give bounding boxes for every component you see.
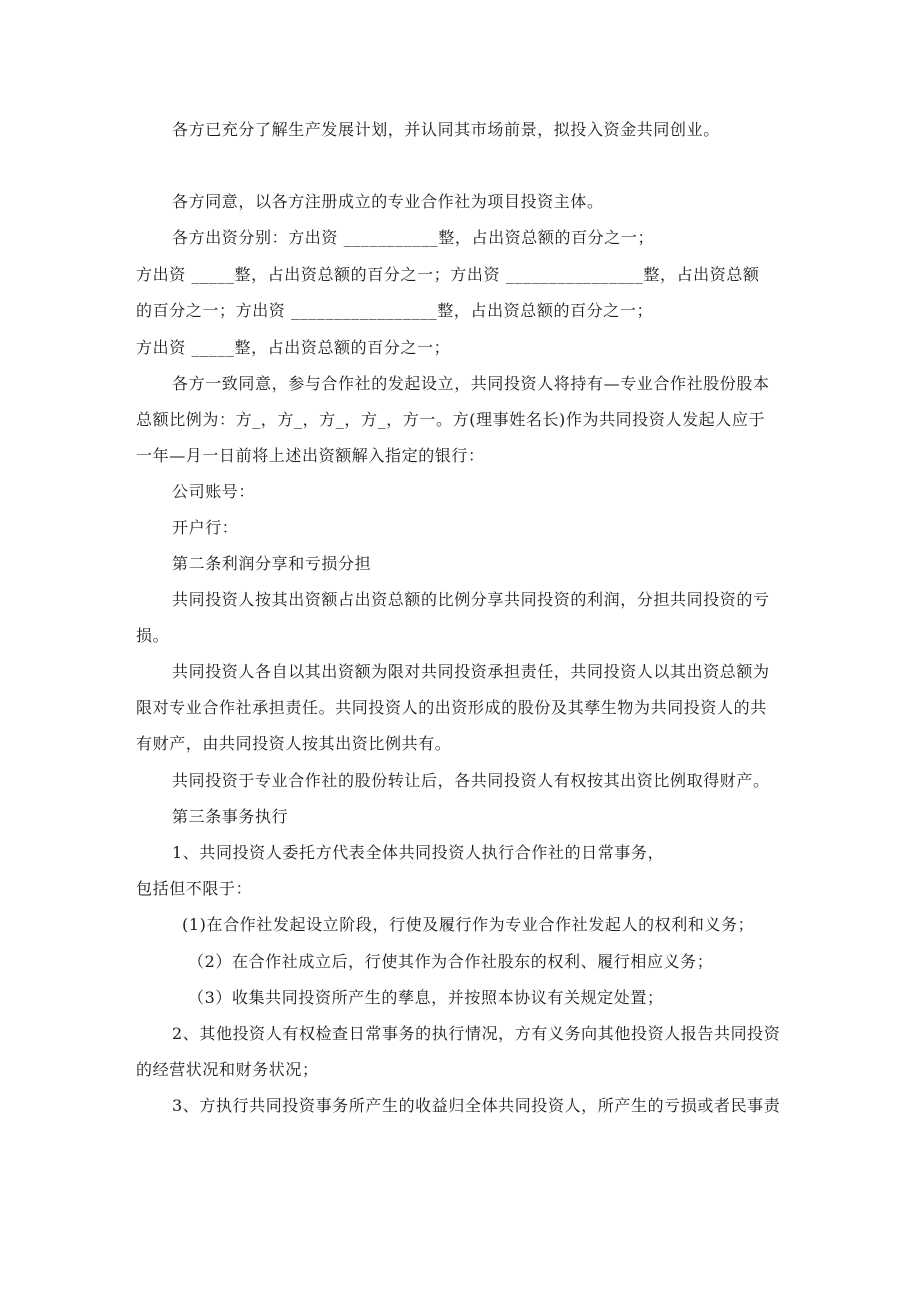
paragraph-line: 损。: [136, 626, 170, 645]
paragraph-line: 的百分之一；方出资 _________________整，占出资总额的百分之一；: [136, 301, 654, 320]
paragraph-line: 限对专业合作社承担责任。共同投资人的出资形成的股份及其孳生物为共同投资人的共: [136, 698, 767, 717]
paragraph-line: 各方出资分别：方出资 ___________整，占出资总额的百分之一；: [172, 228, 655, 247]
list-item: (1)在合作社发起设立阶段，行使及履行作为专业合作社发起人的权利和义务；: [182, 915, 755, 934]
paragraph-line: 各方同意，以各方注册成立的专业合作社为项目投资主体。: [172, 192, 604, 211]
account-number-label: 公司账号：: [172, 482, 256, 501]
paragraph-line: 2、其他投资人有权检查日常事务的执行情况，方有义务向其他投资人报告共同投资: [172, 1024, 781, 1043]
paragraph-line: 一年—月一日前将上述出资额解入指定的银行：: [136, 446, 485, 465]
list-item: （3）收集共同投资所产生的孳息，并按照本协议有关规定处置；: [188, 988, 664, 1007]
paragraph-line: 包括但不限于：: [136, 879, 253, 898]
paragraph-line: 各方一致同意，参与合作社的发起设立，共同投资人将持有—专业合作社股份股本: [172, 374, 770, 393]
list-item: （2）在合作社成立后，行使其作为合作社股东的权利、履行相应义务；: [188, 952, 714, 971]
paragraph-line: 共同投资人各自以其出资额为限对共同投资承担责任，共同投资人以其出资总额为: [172, 662, 770, 681]
paragraph-line: 3、方执行共同投资事务所产生的收益归全体共同投资人，所产生的亏损或者民事责: [172, 1096, 781, 1115]
paragraph-line: 1、共同投资人委托方代表全体共同投资人执行合作社的日常事务，: [172, 843, 665, 862]
section-heading: 第二条利润分享和亏损分担: [172, 554, 372, 573]
paragraph-line: 总额比例为：方_，方_，方_，方_，方一。方(理事姓名长)作为共同投资人发起人应于: [136, 410, 766, 429]
paragraph-line: 有财产，由共同投资人按其出资比例共有。: [136, 734, 452, 753]
bank-label: 开户行：: [172, 518, 239, 537]
paragraph-line: 共同投资人按其出资额占出资总额的比例分享共同投资的利润，分担共同投资的亏: [172, 590, 770, 609]
paragraph-line: 方出资 _____整，占出资总额的百分之一；方出资 ________________整，占出资总额: [136, 265, 760, 284]
paragraph-line: 的经营状况和财务状况；: [136, 1060, 319, 1079]
paragraph-line: 共同投资于专业合作社的股份转让后，各共同投资人有权按其出资比例取得财产。: [172, 771, 770, 790]
paragraph-line: 各方已充分了解生产发展计划，并认同其市场前景，拟投入资金共同创业。: [172, 120, 720, 139]
section-heading: 第三条事务执行: [172, 807, 289, 826]
paragraph-line: 方出资 _____整，占出资总额的百分之一；: [136, 338, 451, 357]
